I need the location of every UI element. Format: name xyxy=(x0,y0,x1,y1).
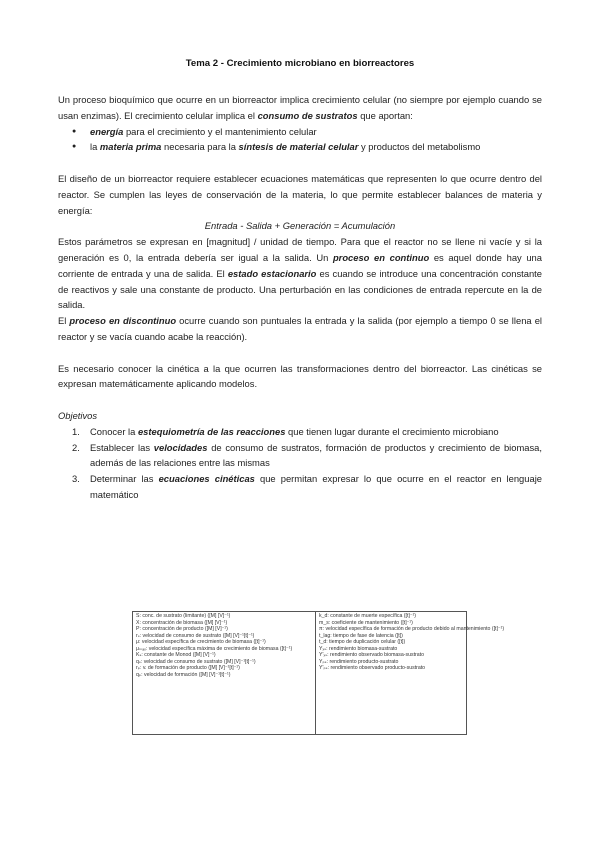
nomenclature-entry: Kₛ: constante de Monod ([M] [V]⁻¹) xyxy=(136,652,216,658)
nomenclature-entry: Y'ₓₛ: rendimiento observado biomasa-sustrato xyxy=(319,652,424,658)
nomenclature-entry: X: concentración de biomasa ([M] [V]⁻¹) xyxy=(136,619,228,626)
nomenclature-table xyxy=(132,611,505,735)
objective-text: que permitan expresar lo que ocurre en el reactor en lenguaje matemático xyxy=(90,473,542,500)
paragraph-emphasis: proceso en discontinuo xyxy=(69,315,177,327)
intro-emphasis: consumo de sustratos xyxy=(257,109,358,121)
objectives-list xyxy=(58,424,542,503)
bullet-emphasis: materia prima xyxy=(99,141,162,153)
paragraph-emphasis: estado estacionario xyxy=(227,267,317,279)
discontinuous-paragraph xyxy=(58,313,542,345)
page-title: Tema 2 - Crecimiento microbiano en biorreactores xyxy=(185,58,415,69)
continuous-paragraph xyxy=(58,234,542,313)
nomenclature-entry: t_d: tiempo de duplicación celular ([t]) xyxy=(319,639,406,645)
objective-text: de consumo de sustratos, formación de productos y crecimiento de biomasa, además de las relaciones entre las mismas xyxy=(90,441,542,469)
paragraph-text: El xyxy=(58,315,70,327)
nomenclature-entry: π: velocidad específica de formación de producto debido al mantenimiento ([t]⁻¹) xyxy=(319,626,505,632)
nomenclature-entry: rₛ: velocidad de consumo de sustrato ([M] [V]⁻¹[t]⁻¹) xyxy=(136,632,255,639)
objective-text: Conocer la xyxy=(90,425,138,437)
bullet-emphasis: síntesis de material celular xyxy=(238,141,359,153)
paragraph-text: Estos parámetros se expresan en [magnitud] / unidad de tiempo. Para que el reactor no se llene ni vacíe y si la generación es 0, la entrada debería ser igual a la salida. Un xyxy=(58,236,542,263)
paragraph-text: es cuando se introduce una concentración constante de reactivos y sale una constante de producto. Una perturbación en las condiciones de entrada repercute en la de salida. xyxy=(58,267,542,311)
nomenclature-entry: Y'ₚₛ: rendimiento observado producto-sustrato xyxy=(319,665,426,671)
bullet-text: para el crecimiento y el mantenimiento celular xyxy=(123,125,317,137)
nomenclature-entry: qₚ: velocidad de formación ([M] [V]⁻¹[t]⁻¹) xyxy=(136,671,231,678)
nomenclature-entry: k_d: constante de muerte específica ([t]⁻¹) xyxy=(319,613,417,619)
intro-paragraph xyxy=(58,92,542,124)
nomenclature-entry: P: concentración de producto ([M] [V]⁻¹) xyxy=(136,626,228,632)
objective-item xyxy=(72,471,542,503)
nomenclature-entry: S: conc. de sustrato (limitante) ([M] [V]⁻¹) xyxy=(136,613,231,619)
objective-emphasis: estequiometría de las reacciones xyxy=(137,425,286,437)
bullet-emphasis: energía xyxy=(90,125,124,137)
nomenclature-entry: Yₚₛ: rendimiento producto-sustrato xyxy=(319,658,399,665)
objective-text: que tienen lugar durante el crecimiento microbiano xyxy=(285,425,499,437)
intro-text-end: que aportan: xyxy=(357,109,413,121)
objective-emphasis: velocidades xyxy=(153,441,208,453)
paragraph-text: es aquel donde hay una corriente de entrada y una de salida. El xyxy=(58,251,542,279)
paragraph-emphasis: proceso en continuo xyxy=(332,251,430,263)
nomenclature-entry: t_lag: tiempo de fase de latencia ([t]) xyxy=(319,632,403,639)
nomenclature-entry: μ: velocidad específica de crecimiento de biomasa ([t]⁻¹) xyxy=(136,639,266,645)
balance-equation: Entrada - Salida + Generación = Acumulación xyxy=(204,220,396,232)
nomenclature-left-column xyxy=(133,612,316,734)
bullet-item xyxy=(90,124,542,140)
objective-item xyxy=(72,424,542,440)
objective-number: 1. xyxy=(72,425,80,437)
paragraph-text: ocurre cuando son puntuales la entrada y la salida (por ejemplo a tiempo 0 se llena el reactor y se vacía cuando acabe la reacción). xyxy=(58,315,542,342)
kinetics-paragraph: Es necesario conocer la cinética a la que ocurren las transformaciones dentro del biorreactor. Las cinéticas se expresan matemáticamente aplicando modelos. xyxy=(58,362,542,390)
objective-text: Determinar las xyxy=(90,473,159,485)
bullet-item xyxy=(90,139,542,155)
nomenclature-entry: qₛ: velocidad de consumo de sustrato ([M] [V]⁻¹[t]⁻¹) xyxy=(136,658,256,665)
design-paragraph: El diseño de un biorreactor requiere establecer ecuaciones matemáticas que representen lo que ocurre dentro del reactor. Se cumplen las leyes de conservación de la materia, lo que permite establecer balances de materia y energía: xyxy=(58,172,542,216)
bullet-text: necesaria para la xyxy=(161,141,239,153)
objectives-heading: Objetivos xyxy=(58,409,98,421)
objective-text: Establecer las xyxy=(90,441,154,453)
nomenclature-right-column xyxy=(316,612,505,734)
bullet-text: la xyxy=(90,141,100,153)
intro-text: Un proceso bioquímico que ocurre en un biorreactor implica crecimiento celular (no siempre por ejemplo cuando se usan enzimas). El crecimiento celular implica el xyxy=(58,94,542,121)
objective-number: 2. xyxy=(72,441,80,453)
nomenclature-entry: Yₓₛ: rendimiento biomasa-sustrato xyxy=(319,645,398,652)
nomenclature-entry: rₚ: v. de formación de producto ([M] [V]⁻¹[t]⁻¹) xyxy=(136,665,240,671)
document-body xyxy=(58,92,542,503)
bullet-list xyxy=(58,124,542,156)
nomenclature-entry: μₘₐₓ: velocidad específica máxima de crecimiento de biomasa ([t]⁻¹) xyxy=(136,645,293,652)
bullet-text: y productos del metabolismo xyxy=(358,141,481,153)
nomenclature-entry: m_s: coeficiente de mantenimiento ([t]⁻¹) xyxy=(319,619,413,626)
objective-item xyxy=(72,440,542,472)
objective-number: 3. xyxy=(72,473,80,485)
objective-emphasis: ecuaciones cinéticas xyxy=(158,473,255,485)
